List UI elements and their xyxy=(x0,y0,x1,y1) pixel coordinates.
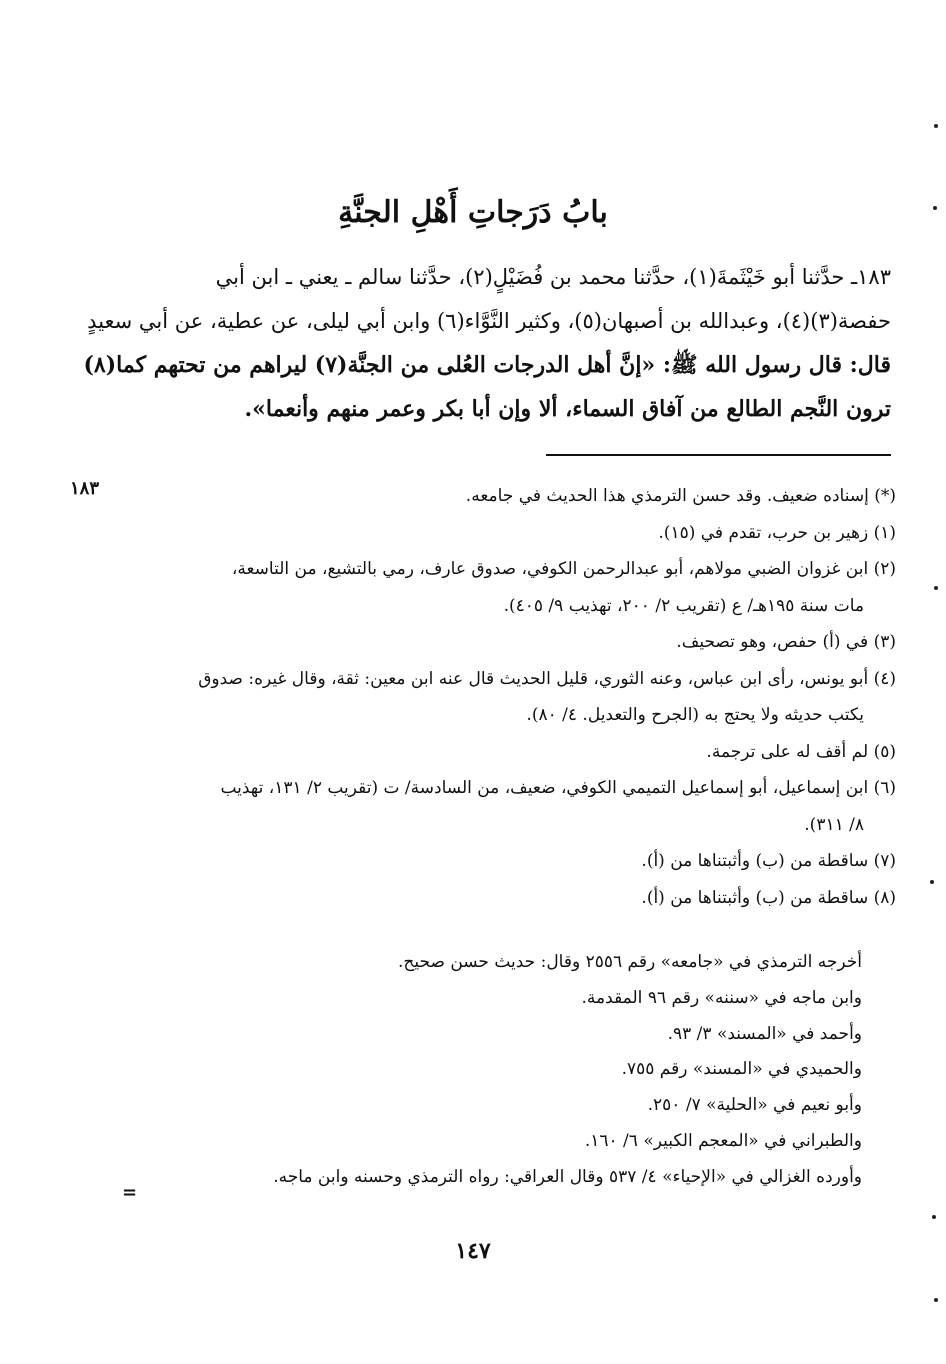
footnote-line: (٧) ساقطة من (ب) وأثبتناها من (أ). xyxy=(641,851,896,871)
footnote-line: (٣) في (أ) حفص، وهو تصحيف. xyxy=(676,632,896,652)
hadith-line: ١٨٣ـ حدَّثنا أبو خَيْثَمةَ(١)، حدَّثنا محمد بن فُضَيْلٍ(٢)، حدَّثنا سالم ـ يعني ـ ابن أبي xyxy=(215,265,891,289)
hadith-line: ترون النَّجم الطالع من آفاق السماء، ألا وإن أبا بكر وعمر منهم وأنعما». xyxy=(244,396,891,422)
footnote-line: (١) زهير بن حرب، تقدم في (١٥). xyxy=(658,522,896,543)
scan-speck xyxy=(930,880,934,884)
reference-line: والحميدي في «المسند» رقم ٧٥٥. xyxy=(621,1059,862,1080)
footnote-line: يكتب حديثه ولا يحتج به (الجرح والتعديل. ٤/ ٨٠). xyxy=(526,705,864,725)
reference-line: وأحمد في «المسند» ٣/ ٩٣. xyxy=(667,1023,862,1044)
footnote-line: ٨/ ٣١١). xyxy=(804,814,864,835)
reference-line: وأورده الغزالي في «الإحياء» ٤/ ٥٣٧ وقال العراقي: رواه الترمذي وحسنه وابن ماجه. xyxy=(273,1166,862,1187)
footnote-line: (٨) ساقطة من (ب) وأثبتناها من (أ). xyxy=(641,887,896,908)
reference-line: وأبو نعيم في «الحلية» ٧/ ٢٥٠. xyxy=(647,1095,862,1116)
scan-speck xyxy=(932,1215,936,1219)
hadith-line: قال: قال رسول الله ﷺ: «إنَّ أهل الدرجات العُلى من الجنَّة(٧) ليراهم من تحتهم كما(٨) xyxy=(83,352,891,378)
footnote-line: (٥) لم أقف له على ترجمة. xyxy=(706,741,896,762)
reference-line: أخرجه الترمذي في «جامعه» رقم ٢٥٥٦ وقال: حديث حسن صحيح. xyxy=(398,952,862,972)
footnotes xyxy=(126,478,896,916)
scan-speck xyxy=(933,206,937,210)
scan-speck xyxy=(934,1298,938,1302)
margin-hadith-number: ١٨٣ xyxy=(70,478,100,499)
hadith-text xyxy=(83,255,891,431)
continuation-mark: = xyxy=(122,1182,138,1203)
scan-speck xyxy=(934,586,938,590)
footnote-line: (*) إسناده ضعيف. وقد حسن الترمذي هذا الحديث في جامعه. xyxy=(465,486,896,506)
takhrij-references xyxy=(162,945,862,1196)
footnote-line: مات سنة ١٩٥هـ/ ع (تقريب ٢/ ٢٠٠، تهذيب ٩/ ٤٠٥). xyxy=(503,595,864,616)
footnote-line: (٢) ابن غزوان الضبي مولاهم، أبو عبدالرحمن الكوفي، صدوق عارف، رمي بالتشيع، من التاسعة، xyxy=(231,559,896,579)
footnote-separator xyxy=(546,454,891,456)
page-number: ١٤٧ xyxy=(455,1238,491,1264)
chapter-heading: بابُ دَرَجاتِ أَهْلِ الجنَّةِ xyxy=(338,195,608,230)
footnote-line: (٤) أبو يونس، رأى ابن عباس، وعنه الثوري، قليل الحديث قال عنه ابن معين: ثقة، وقال غيره: صدوق xyxy=(198,668,896,689)
reference-line: والطبراني في «المعجم الكبير» ٦/ ١٦٠. xyxy=(584,1130,862,1151)
footnote-line: (٦) ابن إسماعيل، أبو إسماعيل التميمي الكوفي، ضعيف، من السادسة/ ت (تقريب ٢/ ١٣١، تهذيب xyxy=(220,778,896,798)
scan-speck xyxy=(934,124,938,128)
hadith-line: حفصة(٣)(٤)، وعبدالله بن أصبهان(٥)، وكثير النَّوَّاء(٦) وابن أبي ليلى، عن عطية، عن أبي سعيدٍ xyxy=(87,309,891,333)
reference-line: وابن ماجه في «سننه» رقم ٩٦ المقدمة. xyxy=(581,987,862,1008)
